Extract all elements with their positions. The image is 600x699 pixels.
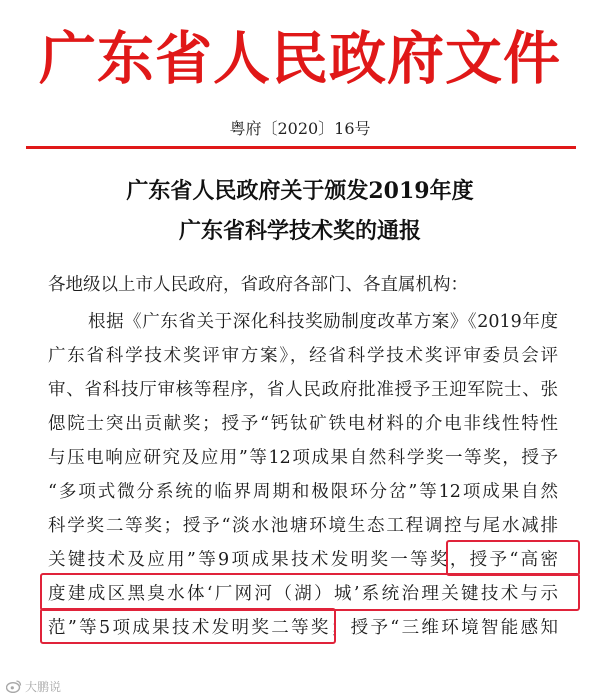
watermark (6, 677, 61, 695)
notice-title-line-2: 广东省科学技术奖的通报 (178, 218, 421, 244)
header-title: 广东省人民政府文件 (39, 25, 561, 92)
body-line: “多项式微分系统的临界周期和极限环分岔”等12项成果自然 (48, 482, 558, 502)
highlight-box-segment (446, 540, 580, 576)
body-line: 范”等5项成果技术发明奖二等奖；授予“三维环境智能感知 (48, 618, 558, 638)
body-line: 审、省科技厅审核等程序，省人民政府批准授予王迎军院士、张 (48, 380, 558, 400)
highlight-box-segment (40, 608, 336, 644)
red-divider-line (26, 146, 576, 149)
body-line: 广东省科学技术奖评审方案》，经省科学技术奖评审委员会评 (48, 346, 558, 366)
body-line: 科学奖二等奖；授予“淡水池塘环境生态工程调控与尾水减排 (48, 516, 558, 536)
body-line: 与压电响应研究及应用”等12项成果自然科学奖一等奖，授予 (48, 448, 558, 468)
document-number: 粤府〔2020〕16号 (229, 119, 371, 138)
body-line: 偲院士突出贡献奖；授予“钙钛矿铁电材料的介电非线性特性 (48, 414, 558, 434)
notice-title-line-1: 广东省人民政府关于颁发2019年度 (126, 178, 474, 204)
watermark-text: 大鹏说 (25, 679, 62, 694)
body-line: 度建成区黑臭水体‘厂网河（湖）城’系统治理关键技术与示 (48, 584, 558, 604)
body-line: 根据《广东省关于深化科技奖励制度改革方案》《2019年度 (88, 312, 558, 332)
weibo-logo-icon (6, 679, 22, 693)
salutation: 各地级以上市人民政府，省政府各部门、各直属机构： (48, 275, 468, 295)
body-line: 关键技术及应用”等9项成果技术发明奖一等奖，授予“高密 (48, 550, 558, 570)
highlight-box-segment (40, 573, 580, 611)
